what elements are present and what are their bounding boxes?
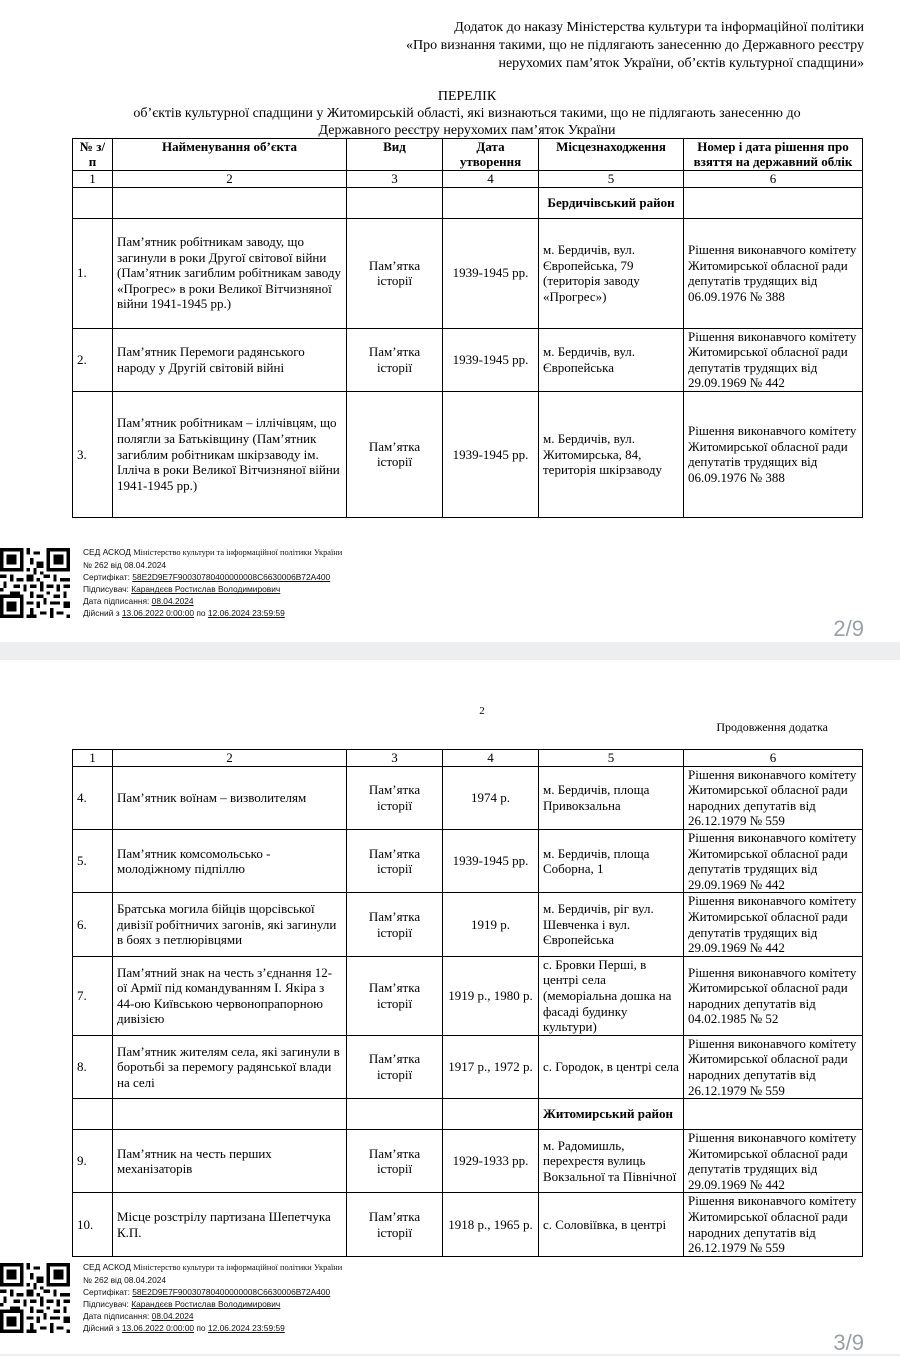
object-type: Пам’ятка історії [347, 1035, 443, 1098]
document-page-2 [0, 0, 900, 642]
object-type: Пам’ятка історії [347, 328, 443, 391]
object-type: Пам’ятка історії [347, 829, 443, 892]
object-location: м. Радомишль, перехрестя вулиць Вокзальної та Північної [539, 1130, 684, 1193]
col-index: 4 [443, 171, 539, 188]
object-date: 1918 р., 1965 р. [443, 1193, 539, 1256]
cert-label: Сертифікат: [83, 1287, 130, 1298]
table-row [73, 1130, 863, 1193]
table-row [73, 218, 863, 328]
cert-value: 58E2D9E7F90030780400000008C6630006B72A400 [132, 1287, 331, 1298]
col-index: 3 [347, 171, 443, 188]
table-row [73, 956, 863, 1035]
col-header: Номер і дата рішення про взяття на державний облік [684, 139, 863, 171]
col-index: 3 [347, 750, 443, 767]
valid-to-label: по [196, 608, 206, 619]
object-date: 1939-1945 рр. [443, 829, 539, 892]
col-header: Дата утворення [443, 139, 539, 171]
col-header: № з/п [73, 139, 113, 171]
annex-header-line: Додаток до наказу Міністерства культури та інформаційної політики [454, 20, 864, 35]
object-name: Братська могила бійців щорсівської дивізії робітничих загонів, які загинули в боях з петлюрівцями [113, 893, 347, 956]
signer-value: Карандєєв Ростислав Володимирович [131, 584, 281, 595]
object-type: Пам’ятка історії [347, 391, 443, 517]
annex-header-line: нерухомих пам’яток України, об’єктів культурної спадщини» [498, 56, 864, 71]
object-decision: Рішення виконавчого комітету Житомирської обласної ради депутатів трудящих від 06.09.1976 № 388 [684, 218, 863, 328]
object-date: 1929-1933 рр. [443, 1130, 539, 1193]
stamp-org: Міністерство культури та інформаційної політики України [133, 548, 343, 557]
row-number: 8. [73, 1035, 113, 1098]
page-counter: 2/9 [833, 616, 864, 641]
document-page-3 [0, 660, 900, 1354]
object-type: Пам’ятка історії [347, 956, 443, 1035]
row-number: 10. [73, 1193, 113, 1256]
object-date: 1919 р., 1980 р. [443, 956, 539, 1035]
sign-date-label: Дата підписання: [83, 1311, 150, 1322]
object-location: м. Бердичів, ріг вул. Шевченка і вул. Європейська [539, 893, 684, 956]
signer-label: Підписувач: [83, 1299, 129, 1310]
sign-date-value: 08.04.2024 [151, 1311, 194, 1322]
document-title [72, 88, 862, 139]
col-header: Місцезнаходження [539, 139, 684, 171]
objects-table [72, 138, 863, 518]
object-date: 1917 р., 1972 р. [443, 1035, 539, 1098]
valid-to: 12.06.2024 23:59:59 [207, 1323, 285, 1334]
object-name: Пам’ятник воїнам – визволителям [113, 766, 347, 829]
col-index: 4 [443, 750, 539, 767]
row-number: 9. [73, 1130, 113, 1193]
cert-label: Сертифікат: [83, 572, 130, 583]
object-date: 1974 р. [443, 766, 539, 829]
object-decision: Рішення виконавчого комітету Житомирської обласної ради народних депутатів від 26.12.1979 № 559 [684, 1035, 863, 1098]
object-location: м. Бердичів, вул. Європейська, 79 (територія заводу «Прогрес») [539, 218, 684, 328]
row-number: 4. [73, 766, 113, 829]
col-index: 1 [73, 750, 113, 767]
e-signature-stamp [0, 1261, 420, 1339]
table-row [73, 893, 863, 956]
object-type: Пам’ятка історії [347, 1130, 443, 1193]
sign-date-value: 08.04.2024 [151, 596, 194, 607]
col-index: 5 [539, 171, 684, 188]
col-index: 1 [73, 171, 113, 188]
row-number: 6. [73, 893, 113, 956]
object-location: с. Соловіївка, в центрі [539, 1193, 684, 1256]
table-row [73, 391, 863, 517]
object-decision: Рішення виконавчого комітету Житомирської обласної ради депутатів трудящих від 29.09.1969 № 442 [684, 893, 863, 956]
stamp-system: СЕД АСКОД [83, 1262, 131, 1272]
cert-value: 58E2D9E7F90030780400000008C6630006B72A400 [132, 572, 331, 583]
object-date: 1939-1945 рр. [443, 218, 539, 328]
table-row [73, 1193, 863, 1256]
object-name: Пам’ятник комсомольсько - молодіжному підпіллю [113, 829, 347, 892]
object-name: Пам’ятник жителям села, які загинули в боротьбі за перемогу радянської влади на селі [113, 1035, 347, 1098]
page-number: 2 [479, 705, 485, 717]
table-row [73, 328, 863, 391]
signer-label: Підписувач: [83, 584, 129, 595]
object-location: с. Бровки Перші, в центрі села (меморіальна дошка на фасаді будинку культури) [539, 956, 684, 1035]
object-location: с. Городок, в центрі села [539, 1035, 684, 1098]
object-decision: Рішення виконавчого комітету Житомирської обласної ради народних депутатів від 26.12.1979 № 559 [684, 1193, 863, 1256]
valid-label: Дійсний з [83, 1323, 120, 1334]
object-type: Пам’ятка історії [347, 1193, 443, 1256]
signature-details [83, 1261, 342, 1335]
qr-code-icon [0, 1263, 70, 1333]
object-type: Пам’ятка історії [347, 218, 443, 328]
object-name: Місце розстрілу партизана Шепетчука К.П. [113, 1193, 347, 1256]
valid-from: 13.06.2022 0:00:00 [121, 1323, 195, 1334]
e-signature-stamp [0, 546, 420, 624]
stamp-system: СЕД АСКОД [83, 547, 131, 557]
page-counter: 3/9 [833, 1330, 864, 1355]
object-decision: Рішення виконавчого комітету Житомирської обласної ради депутатів трудящих від 29.09.1969 № 442 [684, 1130, 863, 1193]
col-index: 5 [539, 750, 684, 767]
col-header: Найменування об’єкта [113, 139, 347, 171]
signature-details [83, 546, 342, 620]
object-name: Пам’ятний знак на честь з’єднання 12-ої Армії під командуванням І. Якіра з 44-ою Київською червонопрапорною дивізією [113, 956, 347, 1035]
object-type: Пам’ятка історії [347, 766, 443, 829]
object-name: Пам’ятник робітникам – іллічівцям, що полягли за Батьківщину (Пам’ятник загиблим робітникам шкірзаводу ім. Ілліча в роки Великої Вітчизняної війни 1941-1945 рр.) [113, 391, 347, 517]
row-number: 3. [73, 391, 113, 517]
valid-to: 12.06.2024 23:59:59 [207, 608, 285, 619]
object-decision: Рішення виконавчого комітету Житомирської обласної ради народних депутатів від 26.12.1979 № 559 [684, 766, 863, 829]
table-row [73, 1035, 863, 1098]
stamp-org: Міністерство культури та інформаційної політики України [133, 1263, 343, 1272]
row-number: 5. [73, 829, 113, 892]
region-row [73, 1099, 863, 1130]
title-line: Державного реєстру нерухомих пам’яток України [318, 123, 616, 138]
table-header-row [73, 139, 863, 171]
object-date: 1939-1945 рр. [443, 328, 539, 391]
object-date: 1919 р. [443, 893, 539, 956]
title-line: об’єктів культурної спадщини у Житомирській області, які визнаються такими, що не підлягають занесенню до [133, 106, 801, 121]
object-decision: Рішення виконавчого комітету Житомирської обласної ради народних депутатів від 04.02.1985 № 52 [684, 956, 863, 1035]
valid-to-label: по [196, 1323, 206, 1334]
table-row [73, 766, 863, 829]
object-name: Пам’ятник на честь перших механізаторів [113, 1130, 347, 1193]
sign-date-label: Дата підписання: [83, 596, 150, 607]
column-index-row [73, 750, 863, 767]
objects-table-continued [72, 749, 863, 1257]
region-name: Бердичівський район [539, 187, 684, 218]
stamp-doc: № 262 від 08.04.2024 [83, 1275, 167, 1286]
object-decision: Рішення виконавчого комітету Житомирської обласної ради депутатів трудящих від 29.09.1969 № 442 [684, 328, 863, 391]
col-header: Вид [347, 139, 443, 171]
title-line: ПЕРЕЛІК [437, 89, 497, 104]
stamp-doc: № 262 від 08.04.2024 [83, 560, 167, 571]
signer-value: Карандєєв Ростислав Володимирович [131, 1299, 281, 1310]
object-location: м. Бердичів, площа Соборна, 1 [539, 829, 684, 892]
object-name: Пам’ятник робітникам заводу, що загинули в роки Другої світової війни (Пам’ятник загиблим робітникам заводу «Прогрес» в роки Великої Вітчизняної війни 1941-1945 рр.) [113, 218, 347, 328]
annex-header-line: «Про визнання такими, що не підлягають занесенню до Державного реєстру [406, 38, 864, 53]
object-location: м. Бердичів, вул. Житомирська, 84, територія шкірзаводу [539, 391, 684, 517]
col-index: 6 [684, 171, 863, 188]
col-index: 6 [684, 750, 863, 767]
object-location: м. Бердичів, вул. Європейська [539, 328, 684, 391]
valid-label: Дійсний з [83, 608, 120, 619]
object-location: м. Бердичів, площа Привокзальна [539, 766, 684, 829]
region-row [73, 187, 863, 218]
table-row [73, 829, 863, 892]
row-number: 2. [73, 328, 113, 391]
continuation-label: Продовження додатка [716, 720, 828, 734]
valid-from: 13.06.2022 0:00:00 [121, 608, 195, 619]
object-type: Пам’ятка історії [347, 893, 443, 956]
row-number: 1. [73, 218, 113, 328]
column-index-row [73, 171, 863, 188]
object-date: 1939-1945 рр. [443, 391, 539, 517]
object-decision: Рішення виконавчого комітету Житомирської обласної ради депутатів трудящих від 29.09.1969 № 442 [684, 829, 863, 892]
annex-header [406, 19, 864, 73]
col-index: 2 [113, 750, 347, 767]
region-name: Житомирський район [539, 1099, 684, 1130]
row-number: 7. [73, 956, 113, 1035]
object-name: Пам’ятник Перемоги радянського народу у Другій світовій війні [113, 328, 347, 391]
qr-code-icon [0, 548, 70, 618]
object-decision: Рішення виконавчого комітету Житомирської обласної ради депутатів трудящих від 06.09.1976 № 388 [684, 391, 863, 517]
col-index: 2 [113, 171, 347, 188]
